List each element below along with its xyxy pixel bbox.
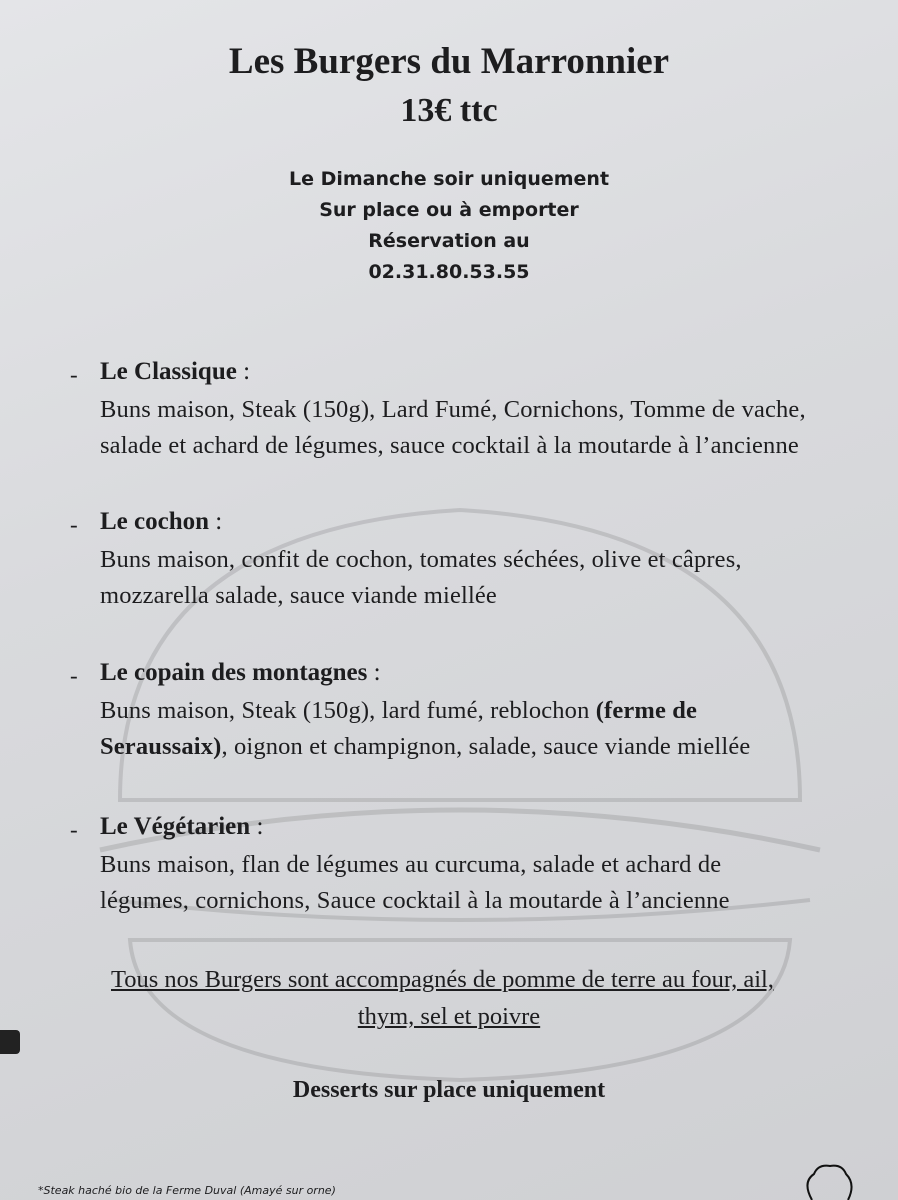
info-line: Réservation au [368,230,530,252]
tree-logo-icon [800,1160,860,1200]
separator: : [236,358,251,385]
burger-description: mozzarella salade, sauce viande miellée [100,582,497,609]
separator: : [250,813,264,840]
burger-heading [100,358,250,386]
burger-description [100,697,697,725]
burger-description: salade et achard de légumes, sauce cocktail à la moutarde à l’ancienne [100,432,799,459]
info-line: Le Dimanche soir uniquement [288,168,610,190]
description-text: , oignon et champignon, salade, sauce viande miellée [221,733,751,760]
burger-heading [100,508,222,536]
farm-name: Seraussaix) [100,733,222,760]
desserts-note: Desserts sur place uniquement [292,1077,606,1103]
burger-heading [100,813,263,841]
list-dash: - [70,663,78,688]
sides-note: Tous nos Burgers sont accompagnés de pomme de terre au four, ail, [111,966,774,993]
separator: : [367,659,381,686]
burger-description: Buns maison, confit de cochon, tomates séchées, olive et câpres, [100,546,742,573]
list-dash: - [70,817,78,842]
footnote: *Steak haché bio de la Ferme Duval (Amayé sur orne) [38,1184,336,1197]
burger-heading [100,659,381,687]
burger-description: Buns maison, Steak (150g), Lard Fumé, Cornichons, Tomme de vache, [100,396,806,423]
list-dash: - [70,512,78,537]
sides-note: thym, sel et poivre [357,1003,541,1030]
burger-name: Le cochon [100,508,210,535]
phone-number: 02.31.80.53.55 [368,261,530,283]
info-line: Sur place ou à emporter [319,199,579,221]
burger-name: Le copain des montagnes [100,659,368,686]
separator: : [209,508,223,535]
list-dash: - [70,362,78,387]
burger-name: Le Classique [100,358,237,385]
farm-name: (ferme de [595,697,698,724]
burger-name: Le Végétarien [100,813,251,840]
burger-description [100,733,750,761]
description-text: Buns maison, Steak (150g), lard fumé, reblochon [100,697,596,724]
menu-price: 13€ ttc [400,92,498,129]
page-binding-tab [0,1030,20,1054]
menu-title: Les Burgers du Marronnier [228,41,670,82]
burger-description: Buns maison, flan de légumes au curcuma, salade et achard de [100,851,722,878]
burger-description: légumes, cornichons, Sauce cocktail à la moutarde à l’ancienne [100,887,730,914]
